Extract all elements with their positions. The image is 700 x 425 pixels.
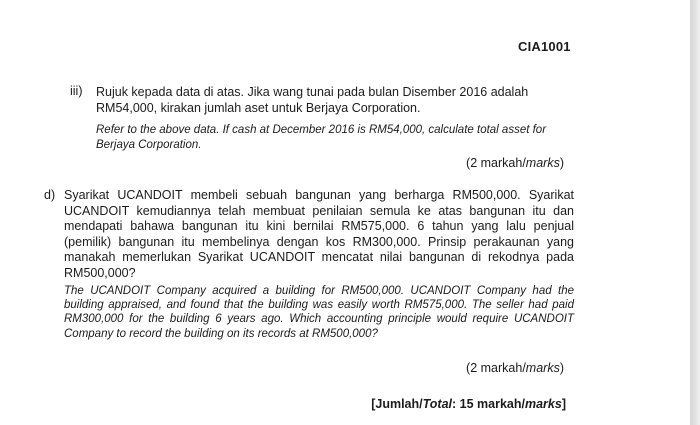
question-d-english-text: The UCANDOIT Company acquired a building for RM500,000. UCANDOIT Company had the building appraised, and found that the building was easily worth RM575,000. The seller had paid RM300,000 for the building 6 years ago. Which accounting principle would require UCANDOIT Company to record the building on its records at RM500,000?: [64, 285, 574, 340]
total-marks: [Jumlah/Total: 15 markah/marks]: [371, 397, 566, 411]
question-iii-marks: (2 markah/marks): [466, 156, 564, 170]
page-edge-shadow: [690, 0, 700, 425]
question-iii-english-text: Refer to the above data. If cash at December 2016 is RM54,000, calculate total asset for Berjaya Corporation.: [96, 124, 547, 151]
question-iii-malay-text: Rujuk kepada data di atas. Jika wang tunai pada bulan Disember 2016 adalah RM54,000, kirakan jumlah aset untuk Berjaya Corporation.: [96, 85, 529, 115]
question-iii-number: iii): [70, 84, 83, 98]
course-code: CIA1001: [518, 39, 571, 54]
question-d-malay-text: Syarikat UCANDOIT membeli sebuah bangunan yang berharga RM500,000. Syarikat UCANDOIT kemudiannya telah membuat penilaian semula ke atas bangunan itu dan mendapati bahawa bangunan itu kini bernilai RM575,000. 6 tahun yang lalu penjual (pemilik) bangunan itu membelinya dengan kos RM300,000. Prinsip perakaunan yang manakah memerlukan Syarikat UCANDOIT mencatat nilai bangunan di rekodnya pada RM500,000?: [64, 188, 574, 280]
question-d-number: d): [44, 188, 56, 202]
question-d-marks: (2 markah/marks): [466, 361, 564, 375]
